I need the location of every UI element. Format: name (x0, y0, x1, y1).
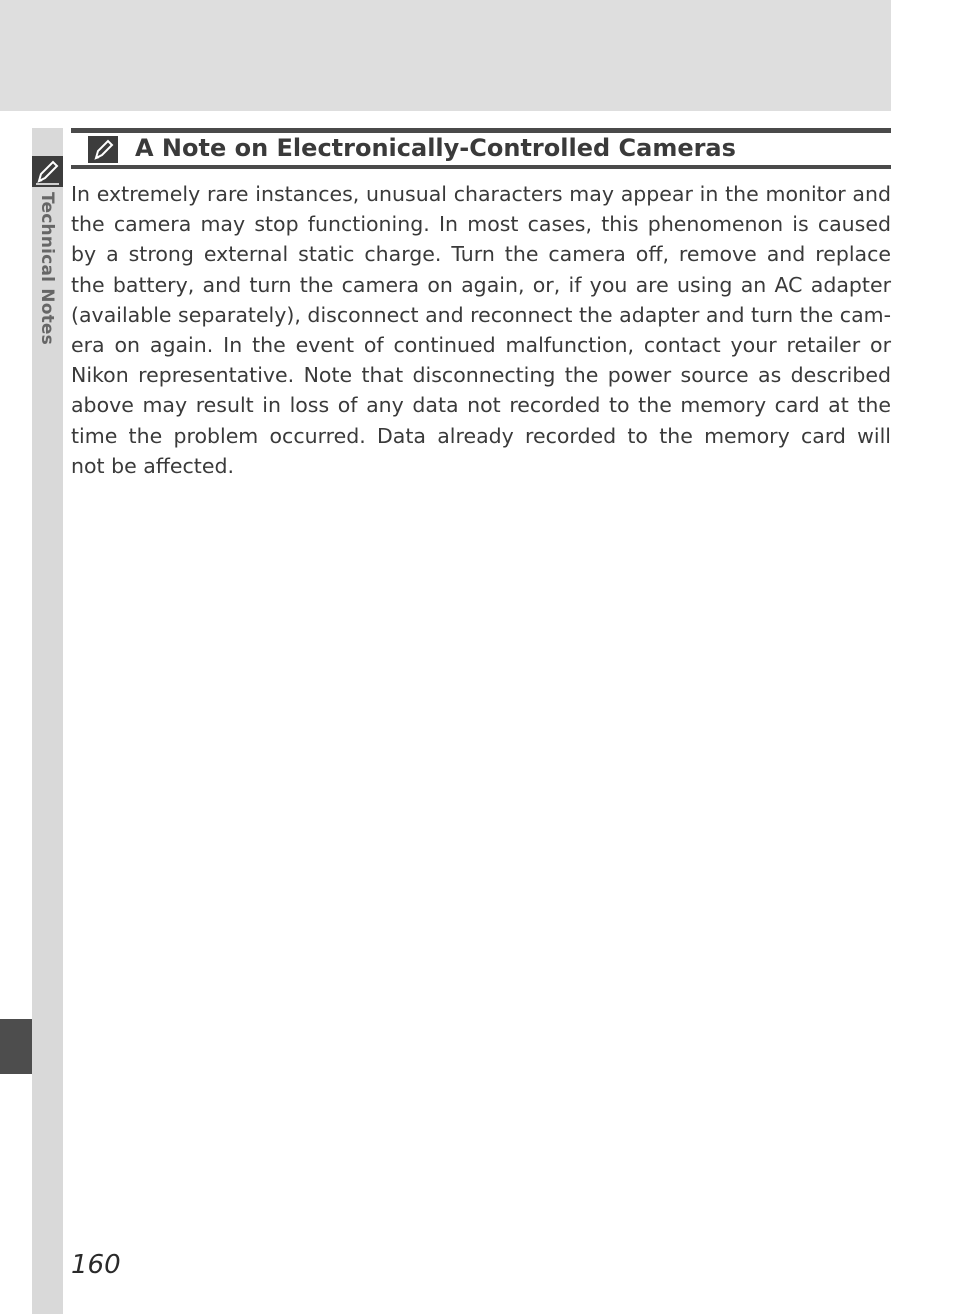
note-body-line: the camera may stop functioning. In most cases, this phenomenon is caused (71, 212, 891, 237)
pencil-note-icon (32, 156, 63, 187)
note-title: A Note on Electronically-Controlled Cameras (135, 134, 736, 162)
note-body-line: not be affected. (71, 453, 234, 478)
note-body-line: era on again. In the event of continued malfunction, contact your retailer or (71, 332, 891, 357)
note-body-line: (available separately), disconnect and reconnect the adapter and turn the cam- (71, 302, 891, 327)
thumb-index-tab (0, 1019, 32, 1074)
note-body-line: by a strong external static charge. Turn the camera off, remove and replace (71, 242, 891, 267)
note-body-line: the battery, and turn the camera on again, or, if you are using an AC adapter (71, 272, 891, 297)
top-band (0, 0, 891, 111)
note-body-line: Nikon representative. Note that disconnecting the power source as described (71, 363, 891, 388)
note-body-line: time the problem occurred. Data already recorded to the memory card will (71, 423, 891, 448)
heading-underline (71, 165, 891, 169)
page-number: 160 (71, 1250, 121, 1280)
note-body-line: above may result in loss of any data not recorded to the memory card at the (71, 393, 891, 418)
section-label: Technical Notes (37, 192, 57, 345)
note-body (71, 179, 891, 481)
note-body-line: In extremely rare instances, unusual characters may appear in the monitor and (71, 182, 891, 206)
pencil-note-icon (88, 136, 118, 163)
